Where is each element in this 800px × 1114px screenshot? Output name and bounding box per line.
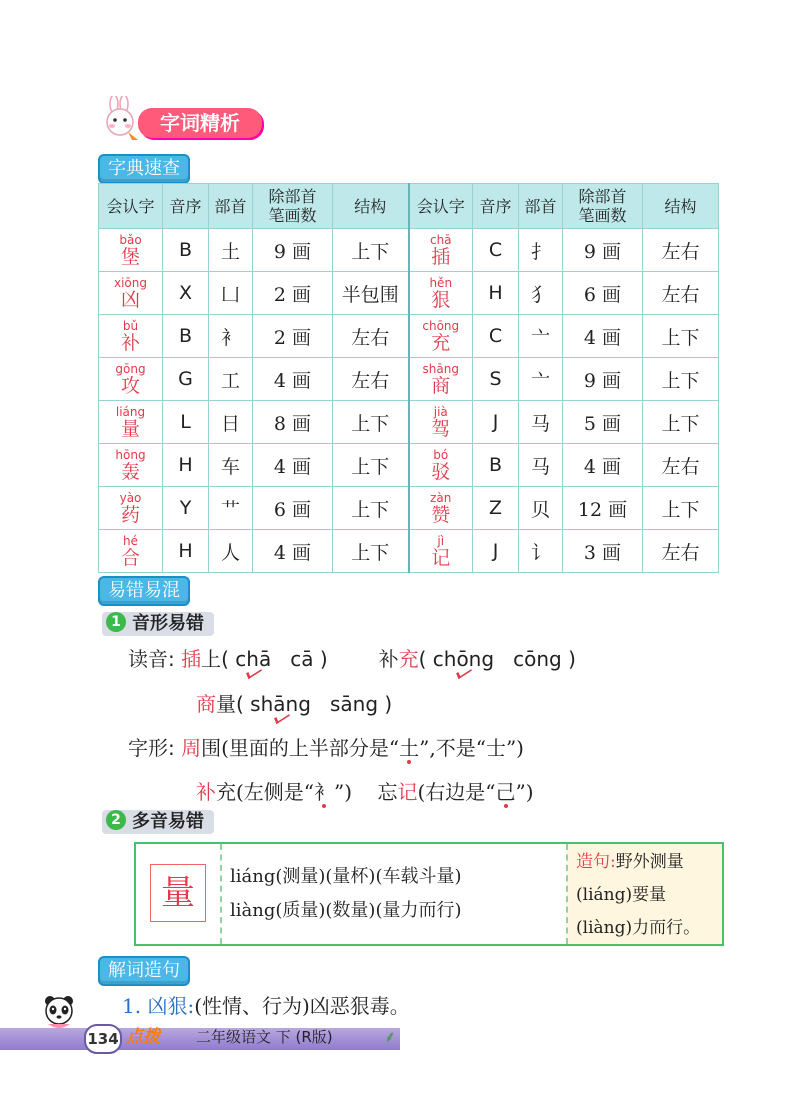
seq-cell: C bbox=[473, 315, 519, 358]
char-pinyin: hěn bbox=[429, 275, 453, 290]
form-note: ”) bbox=[334, 780, 353, 804]
paren-close: ) bbox=[384, 692, 393, 716]
word-colon: : bbox=[187, 994, 195, 1018]
seq-cell: Y bbox=[163, 487, 209, 530]
header-char: 会认字 bbox=[409, 184, 473, 229]
char-hanzi: 凶 bbox=[120, 288, 140, 311]
example-sentence bbox=[566, 844, 722, 944]
seq-cell: H bbox=[163, 444, 209, 487]
target-char: 充 bbox=[398, 647, 419, 671]
seq-cell: C bbox=[473, 229, 519, 272]
radical-cell: 亠 bbox=[519, 315, 563, 358]
book-title: 二年级语文 下 (R版) bbox=[196, 1028, 333, 1046]
radical-cell: 讠 bbox=[519, 530, 563, 573]
seq-cell: B bbox=[163, 229, 209, 272]
word-char: 忘 bbox=[377, 780, 398, 804]
strokes-cell: 6 画 bbox=[563, 272, 643, 315]
form-note: ”) bbox=[515, 780, 534, 804]
char-cell bbox=[99, 358, 163, 401]
radical-cell: 犭 bbox=[519, 272, 563, 315]
paren-open: ( bbox=[418, 647, 427, 671]
char-cell bbox=[99, 272, 163, 315]
char-hanzi: 商 bbox=[431, 374, 451, 397]
header-strokes-line1: 除部首 bbox=[578, 187, 627, 206]
reading-liang4: liàng(质量)(数量)(量力而行) bbox=[230, 900, 462, 921]
char-hanzi: 插 bbox=[431, 245, 451, 268]
radical-cell: 凵 bbox=[209, 272, 253, 315]
paren-close: ) bbox=[319, 647, 328, 671]
example-text: (liáng)要量 bbox=[576, 885, 667, 905]
subsection-title: 多音易错 bbox=[132, 811, 204, 832]
strokes-cell: 12 画 bbox=[563, 487, 643, 530]
example-text: 野外测量 bbox=[615, 852, 684, 872]
section-confusion: 易错易混 bbox=[98, 576, 190, 606]
form-line-1 bbox=[128, 734, 524, 762]
polyphone-char: 量 bbox=[150, 864, 206, 922]
seq-cell: X bbox=[163, 272, 209, 315]
word-char: 充 bbox=[216, 780, 236, 804]
char-cell bbox=[99, 530, 163, 573]
radical-cell: 日 bbox=[209, 401, 253, 444]
header-seq: 音序 bbox=[473, 184, 519, 229]
page-number: 134 bbox=[84, 1024, 122, 1054]
correct-pinyin: chā bbox=[235, 647, 272, 671]
table-row bbox=[99, 530, 719, 573]
brand-logo: 点拨 bbox=[126, 1027, 160, 1047]
bamboo-icon: ⸙ bbox=[384, 1027, 397, 1046]
seq-cell: B bbox=[473, 444, 519, 487]
char-cell bbox=[99, 229, 163, 272]
char-cell bbox=[99, 401, 163, 444]
radical-cell: 亠 bbox=[519, 358, 563, 401]
strokes-cell: 9 画 bbox=[563, 229, 643, 272]
subsection-polyphone bbox=[102, 810, 214, 834]
strokes-cell: 4 画 bbox=[253, 530, 333, 573]
structure-cell: 左右 bbox=[333, 358, 409, 401]
example-label: 造句: bbox=[576, 852, 616, 872]
seq-cell: J bbox=[473, 530, 519, 573]
header-strokes bbox=[563, 184, 643, 229]
seq-cell: S bbox=[473, 358, 519, 401]
structure-cell: 上下 bbox=[333, 444, 409, 487]
strokes-cell: 9 画 bbox=[563, 358, 643, 401]
table-row bbox=[99, 401, 719, 444]
radical-cell: 土 bbox=[209, 229, 253, 272]
char-pinyin: bó bbox=[433, 447, 449, 462]
form-note: (里面的上半部分是“ bbox=[221, 736, 400, 760]
subsection-pronunciation-form bbox=[102, 612, 214, 636]
char-pinyin: hé bbox=[123, 533, 138, 548]
word-number: 1. bbox=[122, 994, 142, 1018]
word-definition bbox=[122, 992, 410, 1020]
word-meaning: (性情、行为)凶恶狠毒。 bbox=[194, 994, 410, 1018]
char-hanzi: 驳 bbox=[431, 460, 451, 483]
wrong-pinyin: cā bbox=[290, 647, 314, 671]
char-cell bbox=[409, 401, 473, 444]
header-radical: 部首 bbox=[209, 184, 253, 229]
strokes-cell: 5 画 bbox=[563, 401, 643, 444]
form-note: ”) bbox=[505, 736, 524, 760]
word-char: 补 bbox=[378, 647, 399, 671]
word-term: 凶狠 bbox=[147, 994, 188, 1018]
char-cell bbox=[409, 229, 473, 272]
target-char: 商 bbox=[196, 692, 216, 716]
strokes-cell: 4 画 bbox=[253, 444, 333, 487]
seq-cell: L bbox=[163, 401, 209, 444]
panda-icon bbox=[42, 994, 76, 1030]
structure-cell: 上下 bbox=[643, 315, 719, 358]
seq-cell: H bbox=[163, 530, 209, 573]
key-char: 士 bbox=[485, 736, 506, 760]
table-row bbox=[99, 358, 719, 401]
structure-cell: 左右 bbox=[643, 530, 719, 573]
char-pinyin: liáng bbox=[115, 404, 146, 419]
target-char: 插 bbox=[181, 647, 202, 671]
radical-cell: 艹 bbox=[209, 487, 253, 530]
char-pinyin: bǔ bbox=[122, 318, 139, 333]
wrong-pinyin: cōng bbox=[513, 647, 562, 671]
char-hanzi: 赞 bbox=[431, 503, 451, 526]
radical-cell: 衤 bbox=[209, 315, 253, 358]
char-cell bbox=[409, 272, 473, 315]
strokes-cell: 4 画 bbox=[563, 444, 643, 487]
char-cell bbox=[99, 487, 163, 530]
radical-cell: 人 bbox=[209, 530, 253, 573]
char-cell bbox=[409, 530, 473, 573]
radical-cell: 马 bbox=[519, 444, 563, 487]
example-text: (liàng)力而行。 bbox=[576, 918, 701, 938]
form-note: (右边是“ bbox=[417, 780, 496, 804]
strokes-cell: 3 画 bbox=[563, 530, 643, 573]
structure-cell: 左右 bbox=[643, 272, 719, 315]
paren-close: ) bbox=[568, 647, 576, 671]
char-cell bbox=[99, 315, 163, 358]
radical-cell: 工 bbox=[209, 358, 253, 401]
form-label: 字形: bbox=[128, 736, 175, 760]
bunny-icon bbox=[98, 96, 142, 142]
table-row bbox=[99, 444, 719, 487]
char-cell bbox=[409, 444, 473, 487]
char-pinyin: shāng bbox=[422, 361, 459, 376]
correct-pinyin: shāng bbox=[250, 692, 311, 716]
section-header bbox=[98, 96, 268, 146]
reading-liang2: liáng(测量)(量杯)(车载斗量) bbox=[230, 866, 462, 887]
strokes-cell: 9 画 bbox=[253, 229, 333, 272]
strokes-cell: 6 画 bbox=[253, 487, 333, 530]
char-hanzi: 记 bbox=[431, 546, 451, 569]
char-cell bbox=[409, 358, 473, 401]
header-strokes-line2: 笔画数 bbox=[268, 206, 317, 225]
char-pinyin: yào bbox=[119, 490, 142, 505]
structure-cell: 上下 bbox=[643, 401, 719, 444]
seq-cell: H bbox=[473, 272, 519, 315]
char-pinyin: jì bbox=[437, 533, 445, 548]
char-hanzi: 药 bbox=[120, 503, 140, 526]
strokes-cell: 4 画 bbox=[563, 315, 643, 358]
header-char: 会认字 bbox=[99, 184, 163, 229]
correct-pinyin: chōng bbox=[432, 647, 495, 671]
target-char: 记 bbox=[397, 780, 418, 804]
header-strokes bbox=[253, 184, 333, 229]
char-pinyin: zàn bbox=[430, 490, 452, 505]
char-hanzi: 轰 bbox=[120, 460, 140, 483]
header-radical: 部首 bbox=[519, 184, 563, 229]
header-structure: 结构 bbox=[333, 184, 409, 229]
form-note: ”,不是“ bbox=[419, 736, 486, 760]
char-hanzi: 攻 bbox=[120, 374, 140, 397]
seq-cell: B bbox=[163, 315, 209, 358]
header-structure: 结构 bbox=[643, 184, 719, 229]
char-pinyin: xiōng bbox=[114, 275, 147, 290]
header-strokes-line2: 笔画数 bbox=[578, 206, 627, 225]
word-char: 上 bbox=[201, 647, 222, 671]
subsection-number: 1 bbox=[106, 612, 126, 632]
char-pinyin: hōng bbox=[115, 447, 146, 462]
target-char: 周 bbox=[181, 736, 202, 760]
structure-cell: 上下 bbox=[333, 401, 409, 444]
subsection-title: 音形易错 bbox=[132, 613, 204, 634]
header-title: 字词精析 bbox=[138, 108, 262, 138]
polyphone-char-cell bbox=[136, 844, 222, 944]
structure-cell: 上下 bbox=[333, 530, 409, 573]
strokes-cell: 2 画 bbox=[253, 272, 333, 315]
seq-cell: J bbox=[473, 401, 519, 444]
char-hanzi: 堡 bbox=[120, 245, 140, 268]
key-char: 己 bbox=[495, 780, 516, 804]
structure-cell: 半包围 bbox=[333, 272, 409, 315]
section-dictionary: 字典速查 bbox=[98, 154, 190, 184]
structure-cell: 上下 bbox=[333, 487, 409, 530]
section-words: 解词造句 bbox=[98, 956, 190, 986]
form-line-2 bbox=[196, 778, 534, 806]
table-row bbox=[99, 272, 719, 315]
reading-line-1 bbox=[128, 645, 576, 673]
radical-cell: 马 bbox=[519, 401, 563, 444]
paren-open: ( bbox=[236, 692, 244, 716]
structure-cell: 上下 bbox=[643, 358, 719, 401]
char-hanzi: 充 bbox=[431, 331, 451, 354]
table-row bbox=[99, 229, 719, 272]
char-pinyin: jià bbox=[433, 404, 448, 419]
seq-cell: Z bbox=[473, 487, 519, 530]
subsection-number: 2 bbox=[106, 810, 126, 830]
wrong-pinyin: sāng bbox=[329, 692, 379, 716]
structure-cell: 左右 bbox=[643, 229, 719, 272]
char-pinyin: chōng bbox=[422, 318, 460, 333]
radical-cell: 车 bbox=[209, 444, 253, 487]
char-hanzi: 量 bbox=[120, 417, 140, 440]
strokes-cell: 8 画 bbox=[253, 401, 333, 444]
reading-label: 读音: bbox=[128, 647, 175, 671]
char-pinyin: gōng bbox=[115, 361, 146, 376]
char-cell bbox=[409, 315, 473, 358]
seq-cell: G bbox=[163, 358, 209, 401]
polyphone-box bbox=[134, 842, 724, 946]
polyphone-readings bbox=[230, 860, 462, 928]
target-char: 补 bbox=[196, 780, 216, 804]
header-seq: 音序 bbox=[163, 184, 209, 229]
char-hanzi: 补 bbox=[120, 331, 140, 354]
form-note: (左侧是“ bbox=[236, 780, 315, 804]
character-table bbox=[98, 183, 719, 573]
char-pinyin: bǎo bbox=[119, 232, 142, 247]
char-pinyin: chā bbox=[429, 232, 452, 247]
table-header-row bbox=[99, 184, 719, 229]
header-strokes-line1: 除部首 bbox=[268, 187, 317, 206]
char-cell bbox=[409, 487, 473, 530]
char-hanzi: 驾 bbox=[431, 417, 451, 440]
structure-cell: 左右 bbox=[643, 444, 719, 487]
structure-cell: 上下 bbox=[333, 229, 409, 272]
strokes-cell: 4 画 bbox=[253, 358, 333, 401]
strokes-cell: 2 画 bbox=[253, 315, 333, 358]
key-char: 衤 bbox=[314, 780, 335, 804]
structure-cell: 上下 bbox=[643, 487, 719, 530]
reading-line-2 bbox=[196, 690, 392, 718]
structure-cell: 左右 bbox=[333, 315, 409, 358]
table-row bbox=[99, 315, 719, 358]
char-hanzi: 狠 bbox=[431, 288, 451, 311]
char-hanzi: 合 bbox=[120, 546, 140, 569]
word-char: 围 bbox=[201, 736, 222, 760]
key-char: 土 bbox=[399, 736, 420, 760]
paren-open: ( bbox=[221, 647, 229, 671]
char-cell bbox=[99, 444, 163, 487]
radical-cell: 贝 bbox=[519, 487, 563, 530]
radical-cell: 扌 bbox=[519, 229, 563, 272]
word-char: 量 bbox=[216, 692, 236, 716]
table-row bbox=[99, 487, 719, 530]
